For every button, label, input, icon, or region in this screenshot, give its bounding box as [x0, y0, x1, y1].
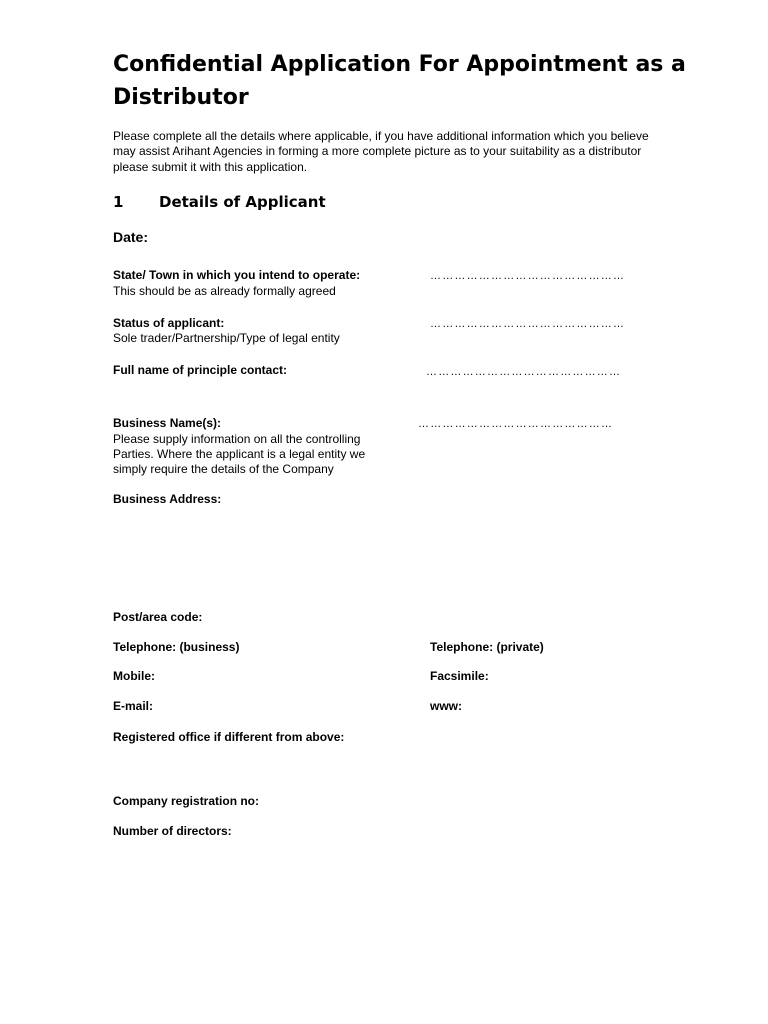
state-town-note: This should be as already formally agreed: [113, 284, 336, 298]
section-number: 1: [113, 193, 124, 211]
business-address-label: Business Address:: [113, 492, 222, 506]
facsimile-label: Facsimile:: [430, 669, 489, 683]
date-label: Date:: [113, 229, 149, 245]
telephone-business-label: Telephone: (business): [113, 640, 240, 654]
mobile-label: Mobile:: [113, 669, 155, 683]
state-town-field[interactable]: …………………………………………: [430, 270, 626, 282]
status-label: Status of applicant:: [113, 316, 225, 330]
company-registration-label: Company registration no:: [113, 794, 260, 808]
intro-line: Please complete all the details where applicable, if you have additional information which you believe: [113, 129, 649, 143]
business-name-field[interactable]: …………………………………………: [418, 418, 614, 430]
business-name-note: Please supply information on all the controlling: [113, 432, 361, 446]
full-name-label: Full name of principle contact:: [113, 363, 288, 377]
intro-line: may assist Arihant Agencies in forming a more complete picture as to your suitability as a distributor: [113, 144, 642, 159]
telephone-private-label: Telephone: (private): [430, 640, 544, 654]
intro-paragraph: [113, 129, 713, 175]
www-label: www:: [430, 699, 462, 713]
section-heading: [113, 193, 326, 211]
registered-office-label: Registered office if different from above:: [113, 730, 345, 744]
business-name-label: Business Name(s):: [113, 416, 222, 430]
business-name-note: simply require the details of the Company: [113, 462, 334, 476]
status-note: Sole trader/Partnership/Type of legal entity: [113, 331, 340, 345]
business-name-note: Parties. Where the applicant is a legal entity we: [113, 447, 366, 461]
post-code-label: Post/area code:: [113, 610, 203, 624]
status-field[interactable]: …………………………………………: [430, 318, 626, 330]
email-label: E-mail:: [113, 699, 154, 713]
document-title: Confidential Application For Appointment as a Distributor: [113, 52, 686, 110]
number-of-directors-label: Number of directors:: [113, 824, 232, 838]
intro-line: please submit it with this application.: [113, 159, 308, 174]
state-town-label: State/ Town in which you intend to operate:: [113, 268, 361, 282]
section-title: Details of Applicant: [159, 193, 326, 211]
full-name-field[interactable]: …………………………………………: [426, 366, 622, 378]
